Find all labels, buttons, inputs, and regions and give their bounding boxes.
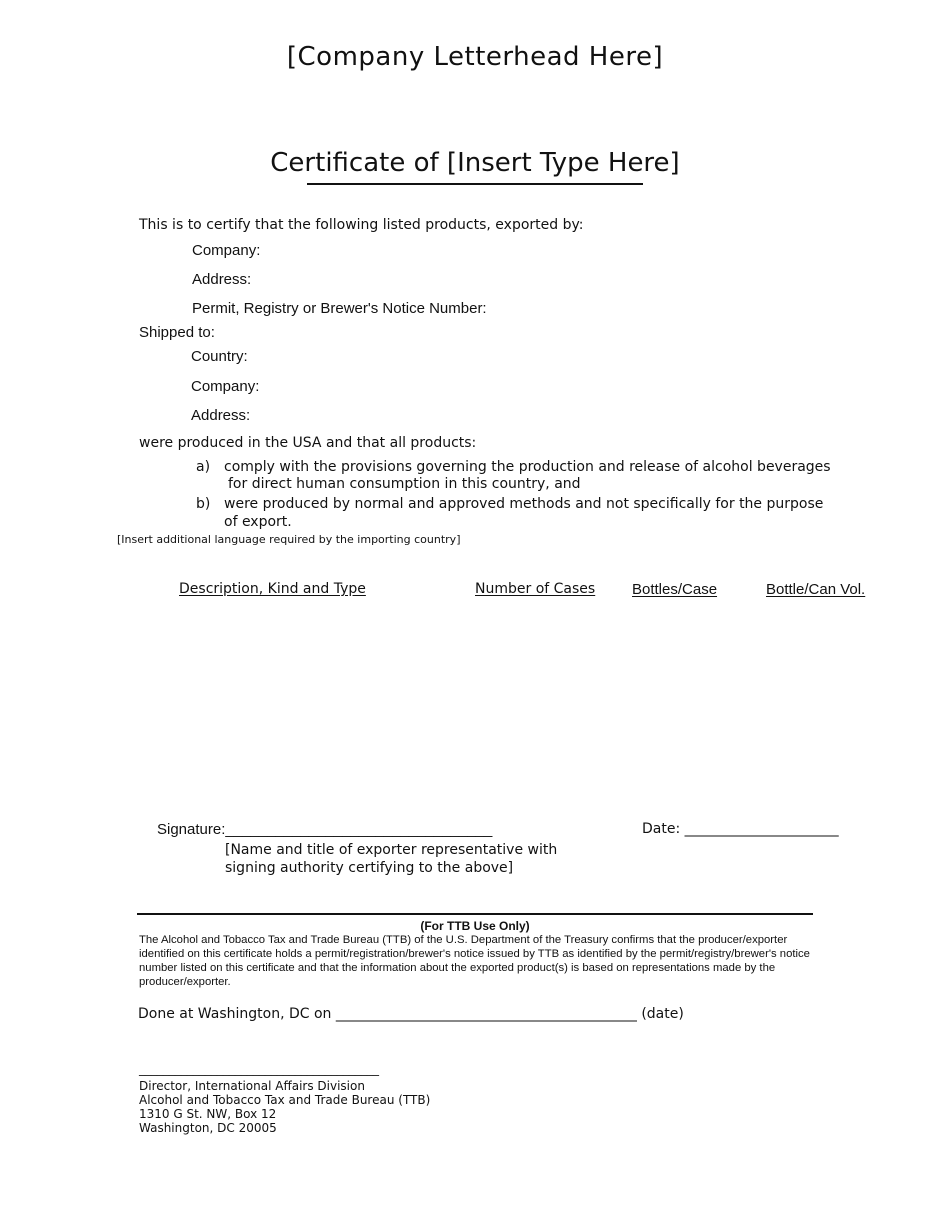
signature-note-line1: [Name and title of exporter representative with [225,842,558,858]
director-signature-line: ________________________________________ [139,1062,379,1076]
clause-b-line2: of export. [224,514,292,530]
shipped-address-label: Address: [191,407,251,424]
certificate-title: Certificate of [Insert Type Here] [270,148,680,178]
shipped-company-label: Company: [191,378,260,395]
signer-title: Director, International Affairs Division [139,1079,365,1093]
shipped-country-label: Country: [191,348,248,365]
clause-marker-a: a) [196,459,211,475]
signer-city: Washington, DC 20005 [139,1121,277,1135]
column-description: Description, Kind and Type [179,581,366,597]
produced-statement: were produced in the USA and that all products: [139,435,477,451]
certify-intro: This is to certify that the following listed products, exported by: [139,217,584,233]
shipped-to-label: Shipped to: [139,324,215,341]
title-underline [307,183,643,185]
signature-line: Signature:________________________________ [157,821,493,838]
signature-note-line2: signing authority certifying to the above] [225,860,514,876]
clause-a-line1: comply with the provisions governing the production and release of alcohol beverages [224,459,831,475]
clause-a-line2: for direct human consumption in this country, and [228,476,581,492]
clause-marker-b: b) [196,496,211,512]
ttb-divider [137,913,813,915]
column-number-of-cases: Number of Cases [475,581,596,597]
additional-language-note: [Insert additional language required by the importing country] [117,533,461,546]
exporter-address-label: Address: [192,271,252,288]
done-at-line: Done at Washington, DC on ___________________________________________ (date) [138,1006,684,1022]
signer-organization: Alcohol and Tobacco Tax and Trade Bureau (TTB) [139,1093,431,1107]
permit-number-label: Permit, Registry or Brewer's Notice Number: [192,300,487,317]
clause-b-line1: were produced by normal and approved methods and not specifically for the purpose [224,496,824,512]
date-line: Date: ______________________ [642,821,839,837]
company-letterhead: [Company Letterhead Here] [286,42,664,72]
ttb-heading: (For TTB Use Only) [420,919,530,933]
signer-street: 1310 G St. NW, Box 12 [139,1107,277,1121]
column-bottles-per-case: Bottles/Case [632,581,718,598]
exporter-company-label: Company: [192,242,261,259]
column-bottle-volume: Bottle/Can Vol. [766,581,866,598]
ttb-confirmation-text: The Alcohol and Tobacco Tax and Trade Bureau (TTB) of the U.S. Department of the Treasury confirms that the producer/exporter identified on this certificate holds a permit/registration/brewer's notice issued by TTB as identified by the permit/registry/brewer's notice number listed on this certificate and that the information about the exported product(s) is based on representations made by the producer/exporter. [139,934,810,988]
